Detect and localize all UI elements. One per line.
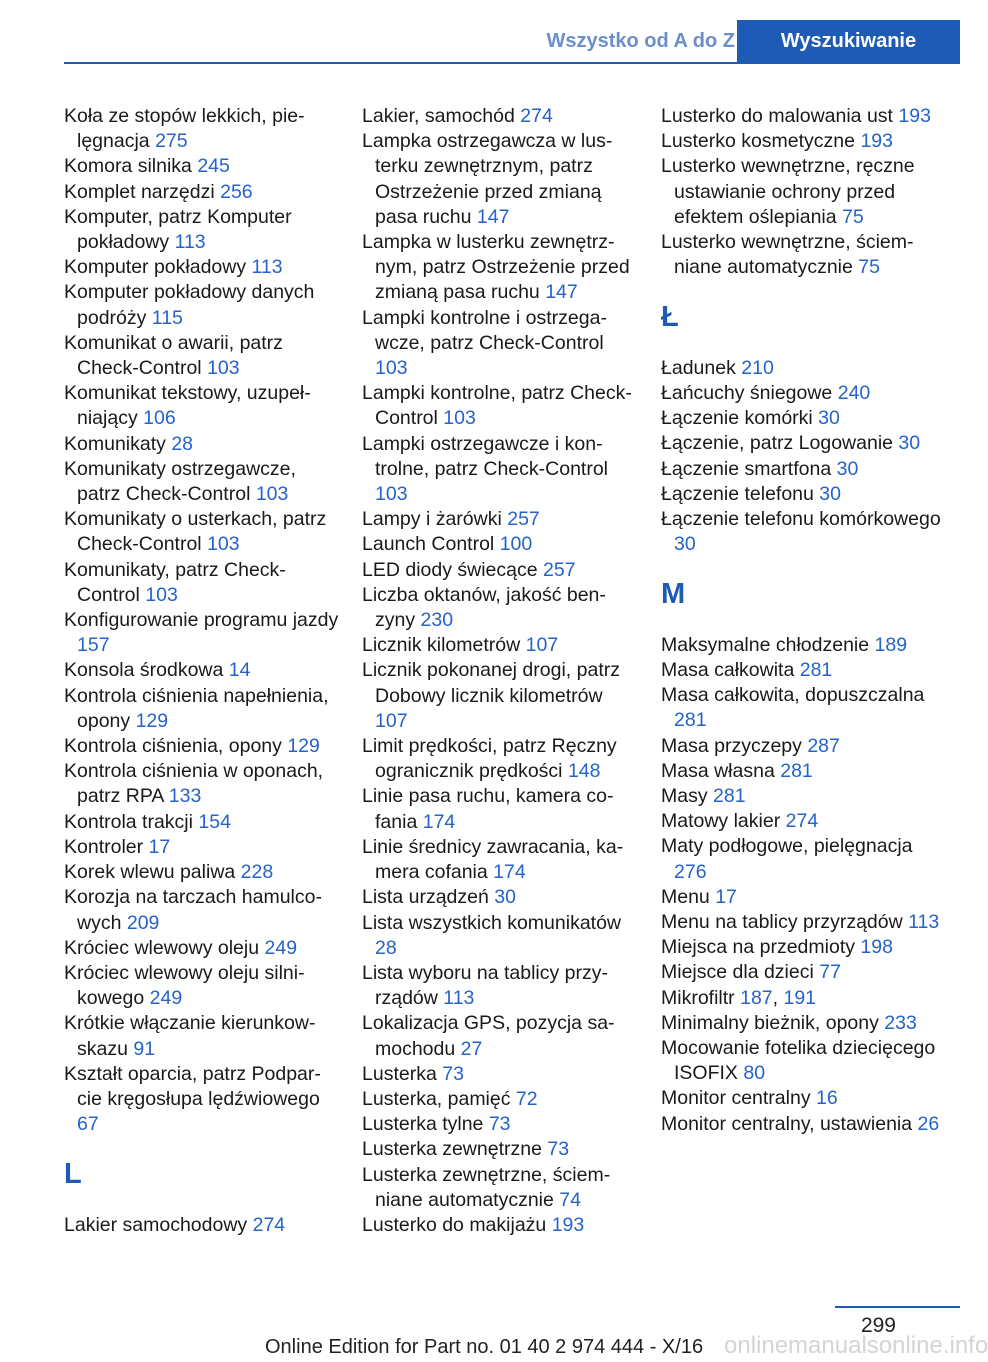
page-link[interactable]: 30 bbox=[898, 432, 921, 455]
index-entry bbox=[64, 381, 339, 431]
section-title: Wszystko od A do Z bbox=[546, 30, 735, 52]
page-link[interactable]: 77 bbox=[819, 961, 841, 984]
index-entry-text: Komunikaty ostrzegawcze, patrz Check-Control bbox=[64, 457, 296, 506]
index-entry-text: Komplet narzędzi bbox=[64, 180, 215, 203]
page-link[interactable]: 245 bbox=[197, 155, 230, 178]
index-entry-text: Łączenie, patrz Logowanie bbox=[661, 432, 893, 455]
index-entry bbox=[64, 936, 339, 961]
index-entry-text: Lusterka zewnętrzne, ściemniane automatycznie bbox=[362, 1163, 611, 1211]
page-link[interactable]: 274 bbox=[252, 1213, 286, 1236]
index-entry-text: Menu bbox=[661, 885, 710, 908]
index-entry-text: Lusterko do malowania ust bbox=[661, 105, 893, 127]
index-entry-text: Monitor centralny, ustawienia bbox=[661, 1112, 913, 1135]
index-entry bbox=[64, 885, 339, 935]
page-link[interactable]: 103 bbox=[145, 583, 178, 606]
page-link[interactable]: 174 bbox=[493, 861, 526, 884]
index-entry bbox=[64, 759, 339, 809]
page-link[interactable]: 133 bbox=[168, 785, 202, 808]
index-entry bbox=[362, 507, 637, 532]
index-entry-text: Liczba oktanów, jakość benzyny bbox=[362, 583, 606, 632]
page-link[interactable]: 210 bbox=[741, 356, 774, 379]
index-entry bbox=[64, 205, 339, 255]
index-entry-text: Lampki kontrolne, patrz Check-Control bbox=[362, 382, 632, 430]
page-link[interactable]: 103 bbox=[375, 357, 408, 380]
index-entry bbox=[362, 381, 637, 431]
index-entry bbox=[661, 1086, 946, 1111]
index-entry: Mikrofiltr 187, 191 bbox=[661, 986, 817, 1009]
index-entry-text: Linie średnicy zawracania, kamera cofania bbox=[362, 835, 624, 884]
index-entry-text: Lusterka bbox=[362, 1062, 437, 1085]
index-column-1 bbox=[64, 104, 339, 1238]
index-entry bbox=[362, 658, 637, 734]
index-entry-text: Lampka w lusterku zewnętrznym, patrz Ostrzeżenie przed zmianą pasa ruchu bbox=[362, 231, 630, 304]
page-link[interactable]: 275 bbox=[155, 130, 188, 153]
index-entry bbox=[64, 860, 339, 885]
index-entry-text: Masa całkowita, dopuszczalna bbox=[661, 684, 925, 707]
index-entry-text: Maty podłogowe, pielęgnacja bbox=[661, 835, 913, 858]
index-entry-text: Komputer, patrz Komputer pokładowy bbox=[64, 205, 292, 254]
index-entry bbox=[362, 1087, 637, 1112]
index-entry-text: Komunikat o awarii, patrz Check-Control bbox=[64, 331, 283, 380]
index-entry bbox=[661, 935, 946, 960]
page-link[interactable]: 230 bbox=[420, 609, 454, 632]
page-link[interactable]: 198 bbox=[860, 936, 893, 959]
index-entry bbox=[362, 558, 637, 583]
index-entry-text: Komunikaty bbox=[64, 432, 166, 455]
index-entry bbox=[362, 1137, 637, 1162]
index-entry bbox=[362, 104, 637, 129]
page-link[interactable]: 189 bbox=[874, 633, 908, 656]
index-entry-text: Lakier, samochód bbox=[362, 105, 515, 127]
page-link[interactable]: 147 bbox=[476, 205, 510, 228]
index-entry bbox=[661, 457, 946, 482]
index-entry-text: Lampki ostrzegawcze i kontrolne, patrz Check-Control bbox=[362, 432, 609, 480]
index-entry-text: Lampki kontrolne i ostrzegawcze, patrz Check-Control bbox=[362, 306, 607, 354]
index-column-2 bbox=[362, 104, 637, 1238]
index-entry bbox=[661, 1011, 946, 1036]
edition-text: Online Edition for Part no. 01 40 2 974 444 - X/16 bbox=[265, 1336, 704, 1358]
index-entry-text: Lista urządzeń bbox=[362, 886, 489, 909]
index-entry bbox=[64, 835, 339, 860]
index-entry bbox=[661, 381, 946, 406]
page-link[interactable]: 228 bbox=[240, 861, 274, 884]
page-link[interactable]: 103 bbox=[207, 533, 240, 556]
page-link[interactable]: 129 bbox=[287, 735, 320, 758]
index-entry-text: Launch Control bbox=[362, 533, 495, 556]
page-link[interactable]: 191 bbox=[783, 986, 817, 1009]
index-entry-text: Kształt oparcia, patrz Podparcie kręgosłupa lędźwiowego bbox=[64, 1062, 321, 1110]
page-link[interactable]: 257 bbox=[543, 558, 576, 581]
page-link[interactable]: 174 bbox=[422, 810, 456, 833]
index-entry bbox=[64, 457, 339, 507]
page-header bbox=[0, 0, 960, 64]
index-entry-text: Miejsca na przedmioty bbox=[661, 936, 855, 959]
index-entry-text: Masa całkowita bbox=[661, 659, 795, 682]
index-entry-text: Kontrola ciśnienia, opony bbox=[64, 735, 282, 758]
index-entry bbox=[661, 960, 946, 985]
index-entry-text: Koła ze stopów lekkich, pielęgnacja bbox=[64, 105, 305, 153]
index-entry bbox=[661, 104, 946, 129]
index-entry-text: Kontrola trakcji bbox=[64, 810, 193, 833]
index-entry bbox=[661, 834, 946, 884]
page-link[interactable]: 193 bbox=[860, 130, 893, 153]
page-link[interactable]: 209 bbox=[126, 911, 160, 934]
index-entry bbox=[362, 633, 637, 658]
page-link[interactable]: 30 bbox=[819, 482, 841, 505]
header-rule bbox=[64, 62, 960, 64]
page-link[interactable]: 157 bbox=[77, 634, 110, 657]
page-link[interactable]: 72 bbox=[515, 1087, 538, 1110]
index-entry-text: Łańcuchy śniegowe bbox=[661, 382, 833, 405]
page-link[interactable]: 113 bbox=[443, 987, 475, 1010]
page-link[interactable]: 16 bbox=[816, 1087, 838, 1110]
page-link[interactable]: 113 bbox=[251, 256, 283, 279]
index-entry-text: Korozja na tarczach hamulcowych bbox=[64, 886, 322, 934]
index-entry-text: Miejsce dla dzieci bbox=[661, 961, 814, 984]
index-entry-text: Łączenie smartfona bbox=[661, 457, 832, 480]
page-link[interactable]: 240 bbox=[837, 382, 871, 405]
index-column-3 bbox=[661, 104, 946, 1137]
index-entry-text: Łączenie telefonu komórkowego bbox=[661, 508, 941, 531]
index-entry bbox=[661, 683, 946, 733]
page-link[interactable]: 249 bbox=[264, 936, 298, 959]
index-entry-text: Lista wszystkich komunikatów bbox=[362, 911, 622, 934]
index-entry-text: Kontrola ciśnienia w oponach, patrz RPA bbox=[64, 760, 324, 808]
index-entry-text: Mikrofiltr bbox=[661, 986, 735, 1009]
index-entry bbox=[362, 583, 637, 633]
index-entry-text: Lusterko do makijażu bbox=[362, 1213, 547, 1236]
page-link[interactable]: 257 bbox=[507, 508, 540, 531]
index-entry bbox=[661, 356, 946, 381]
index-entry-text: Menu na tablicy przyrządów bbox=[661, 911, 903, 934]
index-entry bbox=[64, 810, 339, 835]
index-entry bbox=[362, 1062, 637, 1087]
index-entry-text: Monitor centralny bbox=[661, 1087, 811, 1110]
page-link[interactable]: 14 bbox=[228, 659, 251, 682]
page-link[interactable]: 287 bbox=[807, 734, 840, 757]
page-link[interactable]: 28 bbox=[375, 936, 397, 959]
page-link[interactable]: 103 bbox=[375, 483, 408, 506]
index-entry bbox=[362, 230, 637, 306]
index-entry bbox=[661, 759, 946, 784]
page-link[interactable]: 74 bbox=[559, 1188, 581, 1211]
page-link[interactable]: 249 bbox=[149, 987, 183, 1010]
index-entry bbox=[64, 1011, 339, 1061]
index-entry-text: Komunikat tekstowy, uzupełniający bbox=[64, 382, 311, 430]
index-entry-text: Komputer pokładowy bbox=[64, 256, 247, 279]
page-link[interactable]: 17 bbox=[715, 885, 737, 908]
index-entry-text: Lista wyboru na tablicy przyrządów bbox=[362, 961, 609, 1010]
page-link[interactable]: 281 bbox=[674, 709, 707, 732]
page-link[interactable]: 73 bbox=[547, 1138, 570, 1161]
page-link[interactable]: 103 bbox=[255, 483, 289, 506]
page-link[interactable]: 147 bbox=[545, 281, 578, 304]
index-entry-text: Masy bbox=[661, 785, 708, 808]
index-entry bbox=[362, 1163, 637, 1213]
index-entry bbox=[64, 255, 339, 280]
page-link[interactable]: 75 bbox=[858, 256, 880, 279]
page-link[interactable]: 28 bbox=[171, 432, 194, 455]
footer-rule bbox=[835, 1306, 960, 1308]
index-entry-text: Komunikaty, patrz Check-Control bbox=[64, 558, 286, 606]
index-entry-text: Lusterka zewnętrzne bbox=[362, 1138, 542, 1161]
index-entry bbox=[64, 961, 339, 1011]
index-entry bbox=[64, 432, 339, 457]
page-link[interactable]: 233 bbox=[884, 1011, 917, 1034]
page-link[interactable]: 274 bbox=[520, 105, 553, 127]
index-entry-text: Lampka ostrzegawcza w lusterku zewnętrznym, patrz Ostrzeżenie przed zmianą pasa ruchu bbox=[362, 130, 613, 228]
page-link[interactable]: 148 bbox=[567, 760, 601, 783]
index-entry bbox=[362, 784, 637, 834]
page-link[interactable]: 115 bbox=[151, 306, 183, 329]
index-entry bbox=[661, 633, 946, 658]
index-entry bbox=[661, 431, 946, 456]
page-link[interactable]: 107 bbox=[375, 709, 408, 732]
index-entry-text: Lusterka, pamięć bbox=[362, 1087, 511, 1110]
index-entry bbox=[64, 154, 339, 179]
page-link[interactable]: 193 bbox=[898, 105, 931, 127]
index-entry bbox=[64, 734, 339, 759]
index-entry bbox=[661, 1036, 946, 1086]
index-entry bbox=[661, 406, 946, 431]
index-letter-heading: M bbox=[661, 578, 686, 611]
index-entry bbox=[362, 432, 637, 508]
page-link[interactable]: 26 bbox=[917, 1112, 940, 1135]
index-entry-text: Lusterka tylne bbox=[362, 1113, 484, 1136]
page-link[interactable]: 281 bbox=[780, 759, 813, 782]
watermark: onlinemanualsonline.info bbox=[724, 1332, 988, 1359]
index-entry-text: Mocowanie fotelika dziecięcego ISOFIX bbox=[661, 1037, 936, 1085]
page-link[interactable]: 276 bbox=[674, 860, 707, 883]
page-link[interactable]: 103 bbox=[207, 357, 240, 380]
index-entry bbox=[64, 180, 339, 205]
index-entry-text: LED diody świecące bbox=[362, 558, 538, 581]
index-entry bbox=[362, 835, 637, 885]
index-entry-text: Komunikaty o usterkach, patrz Check-Control bbox=[64, 508, 327, 556]
page-link[interactable]: 154 bbox=[198, 810, 231, 833]
index-entry-text: Linie pasa ruchu, kamera cofania bbox=[362, 785, 614, 833]
index-entry bbox=[661, 658, 946, 683]
page-link[interactable]: 73 bbox=[488, 1113, 511, 1136]
index-entry bbox=[362, 1213, 637, 1238]
index-entry-text: Lakier samochodowy bbox=[64, 1213, 248, 1236]
index-entry bbox=[661, 1112, 946, 1137]
index-entry bbox=[64, 280, 339, 330]
index-entry-text: Lusterko wewnętrzne, ściemniane automatycznie bbox=[661, 231, 914, 279]
index-entry-text: Licznik pokonanej drogi, patrz Dobowy licznik kilometrów bbox=[362, 659, 620, 707]
page-link[interactable]: 30 bbox=[674, 533, 696, 556]
page-link[interactable]: 129 bbox=[135, 709, 169, 732]
index-entry-text: Korek wlewu paliwa bbox=[64, 861, 236, 884]
index-entry bbox=[362, 885, 637, 910]
index-entry bbox=[661, 230, 946, 280]
index-entry bbox=[64, 1062, 339, 1138]
index-entry bbox=[661, 154, 946, 230]
page-link[interactable]: 30 bbox=[494, 886, 516, 909]
index-entry-text: Łączenie telefonu bbox=[661, 482, 814, 505]
page-link[interactable]: 103 bbox=[443, 407, 476, 430]
page-link[interactable]: 187 bbox=[740, 986, 773, 1009]
index-entry bbox=[661, 734, 946, 759]
page-link[interactable]: 30 bbox=[836, 457, 859, 480]
page-link[interactable]: 193 bbox=[551, 1213, 585, 1236]
index-entry bbox=[362, 532, 637, 557]
index-entry bbox=[362, 129, 637, 230]
index-entry bbox=[362, 1112, 637, 1137]
page-link[interactable]: 107 bbox=[525, 634, 559, 657]
index-entry-text: Masa własna bbox=[661, 759, 775, 782]
index-entry bbox=[64, 104, 339, 154]
index-entry-text: Ładunek bbox=[661, 356, 736, 379]
index-entry bbox=[661, 809, 946, 834]
page-link[interactable]: 256 bbox=[220, 180, 253, 203]
page-link[interactable]: 281 bbox=[713, 785, 746, 808]
page-link[interactable]: 274 bbox=[785, 810, 819, 833]
index-entry-text: Konsola środkowa bbox=[64, 659, 224, 682]
index-entry bbox=[661, 910, 946, 935]
index-entry-text: Konfigurowanie programu jazdy bbox=[64, 609, 339, 632]
page-link[interactable]: 80 bbox=[743, 1062, 766, 1085]
index-entry bbox=[362, 734, 637, 784]
page-link[interactable]: 100 bbox=[499, 533, 533, 556]
index-letter-heading: L bbox=[64, 1158, 82, 1191]
index-entry bbox=[362, 911, 637, 961]
index-entry-text: Króciec wlewowy oleju bbox=[64, 936, 260, 959]
index-entry bbox=[64, 331, 339, 381]
index-entry bbox=[362, 306, 637, 382]
index-entry-text: Licznik kilometrów bbox=[362, 634, 521, 657]
page-link[interactable]: 281 bbox=[799, 659, 833, 682]
index-entry-text: Matowy lakier bbox=[661, 810, 781, 833]
index-entry bbox=[661, 129, 946, 154]
index-entry-text: Lampy i żarówki bbox=[362, 508, 502, 531]
page-link[interactable]: 17 bbox=[148, 835, 171, 858]
index-entry-text: Masa przyczepy bbox=[661, 734, 802, 757]
page-link[interactable]: 106 bbox=[143, 407, 176, 430]
index-entry-text: Króciec wlewowy oleju silnikowego bbox=[64, 961, 305, 1010]
page-link[interactable]: 67 bbox=[77, 1113, 99, 1136]
index-entry bbox=[64, 1213, 339, 1238]
page-number: 299 bbox=[860, 1314, 896, 1337]
index-entry-text: Łączenie komórki bbox=[661, 407, 813, 430]
index-entry bbox=[362, 961, 637, 1011]
page-link[interactable]: 113 bbox=[908, 911, 940, 934]
active-section-tab: Wyszukiwanie bbox=[737, 20, 960, 62]
index-entry-text: Limit prędkości, patrz Ręczny ogranicznik prędkości bbox=[362, 735, 617, 783]
index-entry-text: Lusterko wewnętrzne, ręczne ustawianie ochrony przed efektem oślepiania bbox=[661, 155, 915, 228]
index-entry bbox=[661, 507, 946, 557]
index-entry bbox=[661, 482, 946, 507]
index-entry bbox=[661, 784, 946, 809]
page-link[interactable]: 91 bbox=[133, 1037, 156, 1060]
index-letter-heading: Ł bbox=[661, 301, 679, 334]
index-entry-text: Lusterko kosmetyczne bbox=[661, 130, 856, 153]
index-entry bbox=[362, 1011, 637, 1061]
index-entry-text: Kontrola ciśnienia napełnienia, opony bbox=[64, 684, 329, 732]
index-entry-text: Minimalny bieżnik, opony bbox=[661, 1011, 879, 1034]
index-entry bbox=[64, 684, 339, 734]
index-entry bbox=[64, 507, 339, 557]
index-entry-text: Maksymalne chłodzenie bbox=[661, 633, 870, 656]
page-link[interactable]: 75 bbox=[842, 205, 864, 228]
index-entry-text: Krótkie włączanie kierunkowskazu bbox=[64, 1012, 316, 1060]
index-entry bbox=[64, 558, 339, 608]
index-entry bbox=[64, 658, 339, 683]
page-link[interactable]: 113 bbox=[174, 231, 206, 254]
index-entry-text: Komputer pokładowy danych podróży bbox=[64, 281, 315, 329]
index-entry-text: Lokalizacja GPS, pozycja samochodu bbox=[362, 1012, 615, 1060]
index-entry bbox=[661, 885, 946, 910]
index-entry-text: Komora silnika bbox=[64, 155, 192, 178]
page-link[interactable]: 73 bbox=[442, 1062, 464, 1085]
page-link[interactable]: 27 bbox=[460, 1037, 483, 1060]
index-entry-text: Kontroler bbox=[64, 835, 144, 858]
page-link[interactable]: 30 bbox=[818, 407, 840, 430]
index-entry bbox=[64, 608, 339, 658]
